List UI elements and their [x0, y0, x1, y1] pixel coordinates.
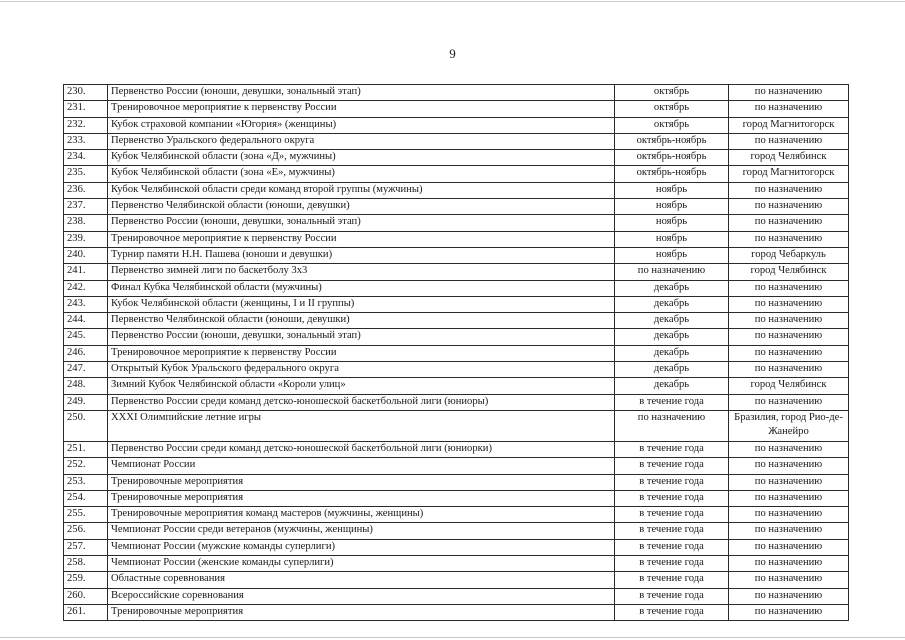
- events-table: [63, 84, 849, 621]
- event-name: Тренировочное мероприятие к первенству России: [108, 345, 615, 361]
- table-row: [64, 313, 849, 329]
- scan-edge-bottom: [0, 637, 905, 638]
- row-number: 247.: [64, 362, 108, 378]
- row-number: 253.: [64, 474, 108, 490]
- event-date: ноябрь: [615, 199, 729, 215]
- event-place: по назначению: [729, 182, 849, 198]
- event-name: Чемпионат России среди ветеранов (мужчины, женщины): [108, 523, 615, 539]
- event-place: по назначению: [729, 523, 849, 539]
- table-row: [64, 101, 849, 117]
- table-row: [64, 133, 849, 149]
- event-name: Кубок страховой компании «Югория» (женщины): [108, 117, 615, 133]
- event-place: по назначению: [729, 296, 849, 312]
- table-row: [64, 362, 849, 378]
- row-number: 231.: [64, 101, 108, 117]
- table-row: [64, 604, 849, 620]
- event-date: по назначению: [615, 410, 729, 441]
- event-place: по назначению: [729, 572, 849, 588]
- row-number: 246.: [64, 345, 108, 361]
- event-date: в течение года: [615, 539, 729, 555]
- event-place: по назначению: [729, 85, 849, 101]
- event-date: в течение года: [615, 490, 729, 506]
- event-date: в течение года: [615, 474, 729, 490]
- table-row: [64, 182, 849, 198]
- row-number: 260.: [64, 588, 108, 604]
- event-date: в течение года: [615, 556, 729, 572]
- event-name: Тренировочные мероприятия: [108, 474, 615, 490]
- table-row: [64, 231, 849, 247]
- event-place: по назначению: [729, 280, 849, 296]
- event-date: октябрь-ноябрь: [615, 166, 729, 182]
- event-place: по назначению: [729, 313, 849, 329]
- row-number: 254.: [64, 490, 108, 506]
- event-name: Первенство Уральского федерального округа: [108, 133, 615, 149]
- row-number: 245.: [64, 329, 108, 345]
- event-place: по назначению: [729, 329, 849, 345]
- row-number: 261.: [64, 604, 108, 620]
- event-name: Первенство России среди команд детско-юношеской баскетбольной лиги (юниорки): [108, 441, 615, 457]
- table-row: [64, 523, 849, 539]
- event-place: по назначению: [729, 133, 849, 149]
- event-date: декабрь: [615, 362, 729, 378]
- event-name: Первенство Челябинской области (юноши, девушки): [108, 313, 615, 329]
- event-place: по назначению: [729, 394, 849, 410]
- row-number: 256.: [64, 523, 108, 539]
- row-number: 235.: [64, 166, 108, 182]
- event-place: город Магнитогорск: [729, 117, 849, 133]
- event-place: по назначению: [729, 539, 849, 555]
- event-place: по назначению: [729, 604, 849, 620]
- event-date: октябрь: [615, 101, 729, 117]
- event-place: город Магнитогорск: [729, 166, 849, 182]
- event-name: Тренировочное мероприятие к первенству России: [108, 101, 615, 117]
- event-place: по назначению: [729, 588, 849, 604]
- table-row: [64, 247, 849, 263]
- event-place: по назначению: [729, 362, 849, 378]
- table-row: [64, 539, 849, 555]
- events-table-body: [64, 85, 849, 621]
- table-row: [64, 507, 849, 523]
- event-date: в течение года: [615, 394, 729, 410]
- table-row: [64, 410, 849, 441]
- event-name: Тренировочные мероприятия: [108, 604, 615, 620]
- table-row: [64, 572, 849, 588]
- event-date: в течение года: [615, 572, 729, 588]
- table-row: [64, 85, 849, 101]
- row-number: 242.: [64, 280, 108, 296]
- event-name: Всероссийские соревнования: [108, 588, 615, 604]
- row-number: 238.: [64, 215, 108, 231]
- table-row: [64, 199, 849, 215]
- row-number: 255.: [64, 507, 108, 523]
- row-number: 251.: [64, 441, 108, 457]
- event-name: Тренировочное мероприятие к первенству России: [108, 231, 615, 247]
- table-row: [64, 588, 849, 604]
- event-name: Кубок Челябинской области (женщины, I и II группы): [108, 296, 615, 312]
- event-name: Кубок Челябинской области среди команд второй группы (мужчины): [108, 182, 615, 198]
- event-name: Зимний Кубок Челябинской области «Короли улиц»: [108, 378, 615, 394]
- table-row: [64, 441, 849, 457]
- row-number: 234.: [64, 150, 108, 166]
- event-date: декабрь: [615, 378, 729, 394]
- event-name: Кубок Челябинской области (зона «Д», мужчины): [108, 150, 615, 166]
- row-number: 232.: [64, 117, 108, 133]
- event-date: октябрь-ноябрь: [615, 133, 729, 149]
- event-name: Тренировочные мероприятия: [108, 490, 615, 506]
- row-number: 257.: [64, 539, 108, 555]
- event-date: ноябрь: [615, 231, 729, 247]
- event-date: декабрь: [615, 280, 729, 296]
- event-name: Первенство России (юноши, девушки, зональный этап): [108, 85, 615, 101]
- event-date: ноябрь: [615, 182, 729, 198]
- event-name: Кубок Челябинской области (зона «Е», мужчины): [108, 166, 615, 182]
- table-row: [64, 394, 849, 410]
- event-date: декабрь: [615, 345, 729, 361]
- event-place: по назначению: [729, 556, 849, 572]
- event-name: Турнир памяти Н.Н. Пашева (юноши и девушки): [108, 247, 615, 263]
- event-name: Финал Кубка Челябинской области (мужчины): [108, 280, 615, 296]
- event-date: в течение года: [615, 588, 729, 604]
- row-number: 248.: [64, 378, 108, 394]
- event-date: октябрь: [615, 117, 729, 133]
- row-number: 250.: [64, 410, 108, 441]
- table-row: [64, 296, 849, 312]
- event-name: Первенство России среди команд детско-юношеской баскетбольной лиги (юниоры): [108, 394, 615, 410]
- row-number: 243.: [64, 296, 108, 312]
- event-name: Первенство России (юноши, девушки, зональный этап): [108, 329, 615, 345]
- row-number: 240.: [64, 247, 108, 263]
- event-date: ноябрь: [615, 215, 729, 231]
- table-row: [64, 458, 849, 474]
- table-row: [64, 166, 849, 182]
- event-place: по назначению: [729, 199, 849, 215]
- table-row: [64, 264, 849, 280]
- event-name: Первенство зимней лиги по баскетболу 3х3: [108, 264, 615, 280]
- row-number: 233.: [64, 133, 108, 149]
- event-date: в течение года: [615, 507, 729, 523]
- row-number: 230.: [64, 85, 108, 101]
- event-date: декабрь: [615, 296, 729, 312]
- event-place: по назначению: [729, 441, 849, 457]
- event-date: декабрь: [615, 329, 729, 345]
- event-date: ноябрь: [615, 247, 729, 263]
- event-place: по назначению: [729, 101, 849, 117]
- row-number: 241.: [64, 264, 108, 280]
- table-row: [64, 329, 849, 345]
- event-date: в течение года: [615, 523, 729, 539]
- event-place: по назначению: [729, 507, 849, 523]
- table-row: [64, 215, 849, 231]
- event-place: Бразилия, город Рио-де-Жанейро: [729, 410, 849, 441]
- event-place: по назначению: [729, 215, 849, 231]
- table-row: [64, 556, 849, 572]
- event-name: Открытый Кубок Уральского федерального округа: [108, 362, 615, 378]
- table-row: [64, 117, 849, 133]
- event-date: в течение года: [615, 458, 729, 474]
- event-place: по назначению: [729, 345, 849, 361]
- row-number: 244.: [64, 313, 108, 329]
- row-number: 258.: [64, 556, 108, 572]
- event-place: город Челябинск: [729, 264, 849, 280]
- event-name: Чемпионат России: [108, 458, 615, 474]
- event-place: город Челябинск: [729, 150, 849, 166]
- row-number: 259.: [64, 572, 108, 588]
- table-row: [64, 345, 849, 361]
- row-number: 237.: [64, 199, 108, 215]
- row-number: 236.: [64, 182, 108, 198]
- row-number: 249.: [64, 394, 108, 410]
- page-number: 9: [449, 46, 456, 61]
- event-name: Первенство России (юноши, девушки, зональный этап): [108, 215, 615, 231]
- table-row: [64, 150, 849, 166]
- event-date: октябрь-ноябрь: [615, 150, 729, 166]
- event-name: Чемпионат России (женские команды суперлиги): [108, 556, 615, 572]
- event-name: Областные соревнования: [108, 572, 615, 588]
- event-place: по назначению: [729, 474, 849, 490]
- table-row: [64, 490, 849, 506]
- event-date: в течение года: [615, 604, 729, 620]
- event-date: декабрь: [615, 313, 729, 329]
- event-place: по назначению: [729, 231, 849, 247]
- event-name: Тренировочные мероприятия команд мастеров (мужчины, женщины): [108, 507, 615, 523]
- row-number: 252.: [64, 458, 108, 474]
- event-place: по назначению: [729, 490, 849, 506]
- scan-edge-top: [0, 1, 905, 2]
- event-place: по назначению: [729, 458, 849, 474]
- event-date: октябрь: [615, 85, 729, 101]
- table-row: [64, 280, 849, 296]
- table-row: [64, 378, 849, 394]
- row-number: 239.: [64, 231, 108, 247]
- table-row: [64, 474, 849, 490]
- event-name: Чемпионат России (мужские команды суперлиги): [108, 539, 615, 555]
- event-date: в течение года: [615, 441, 729, 457]
- event-name: XXXI Олимпийские летние игры: [108, 410, 615, 441]
- event-date: по назначению: [615, 264, 729, 280]
- event-name: Первенство Челябинской области (юноши, девушки): [108, 199, 615, 215]
- event-place: город Челябинск: [729, 378, 849, 394]
- event-place: город Чебаркуль: [729, 247, 849, 263]
